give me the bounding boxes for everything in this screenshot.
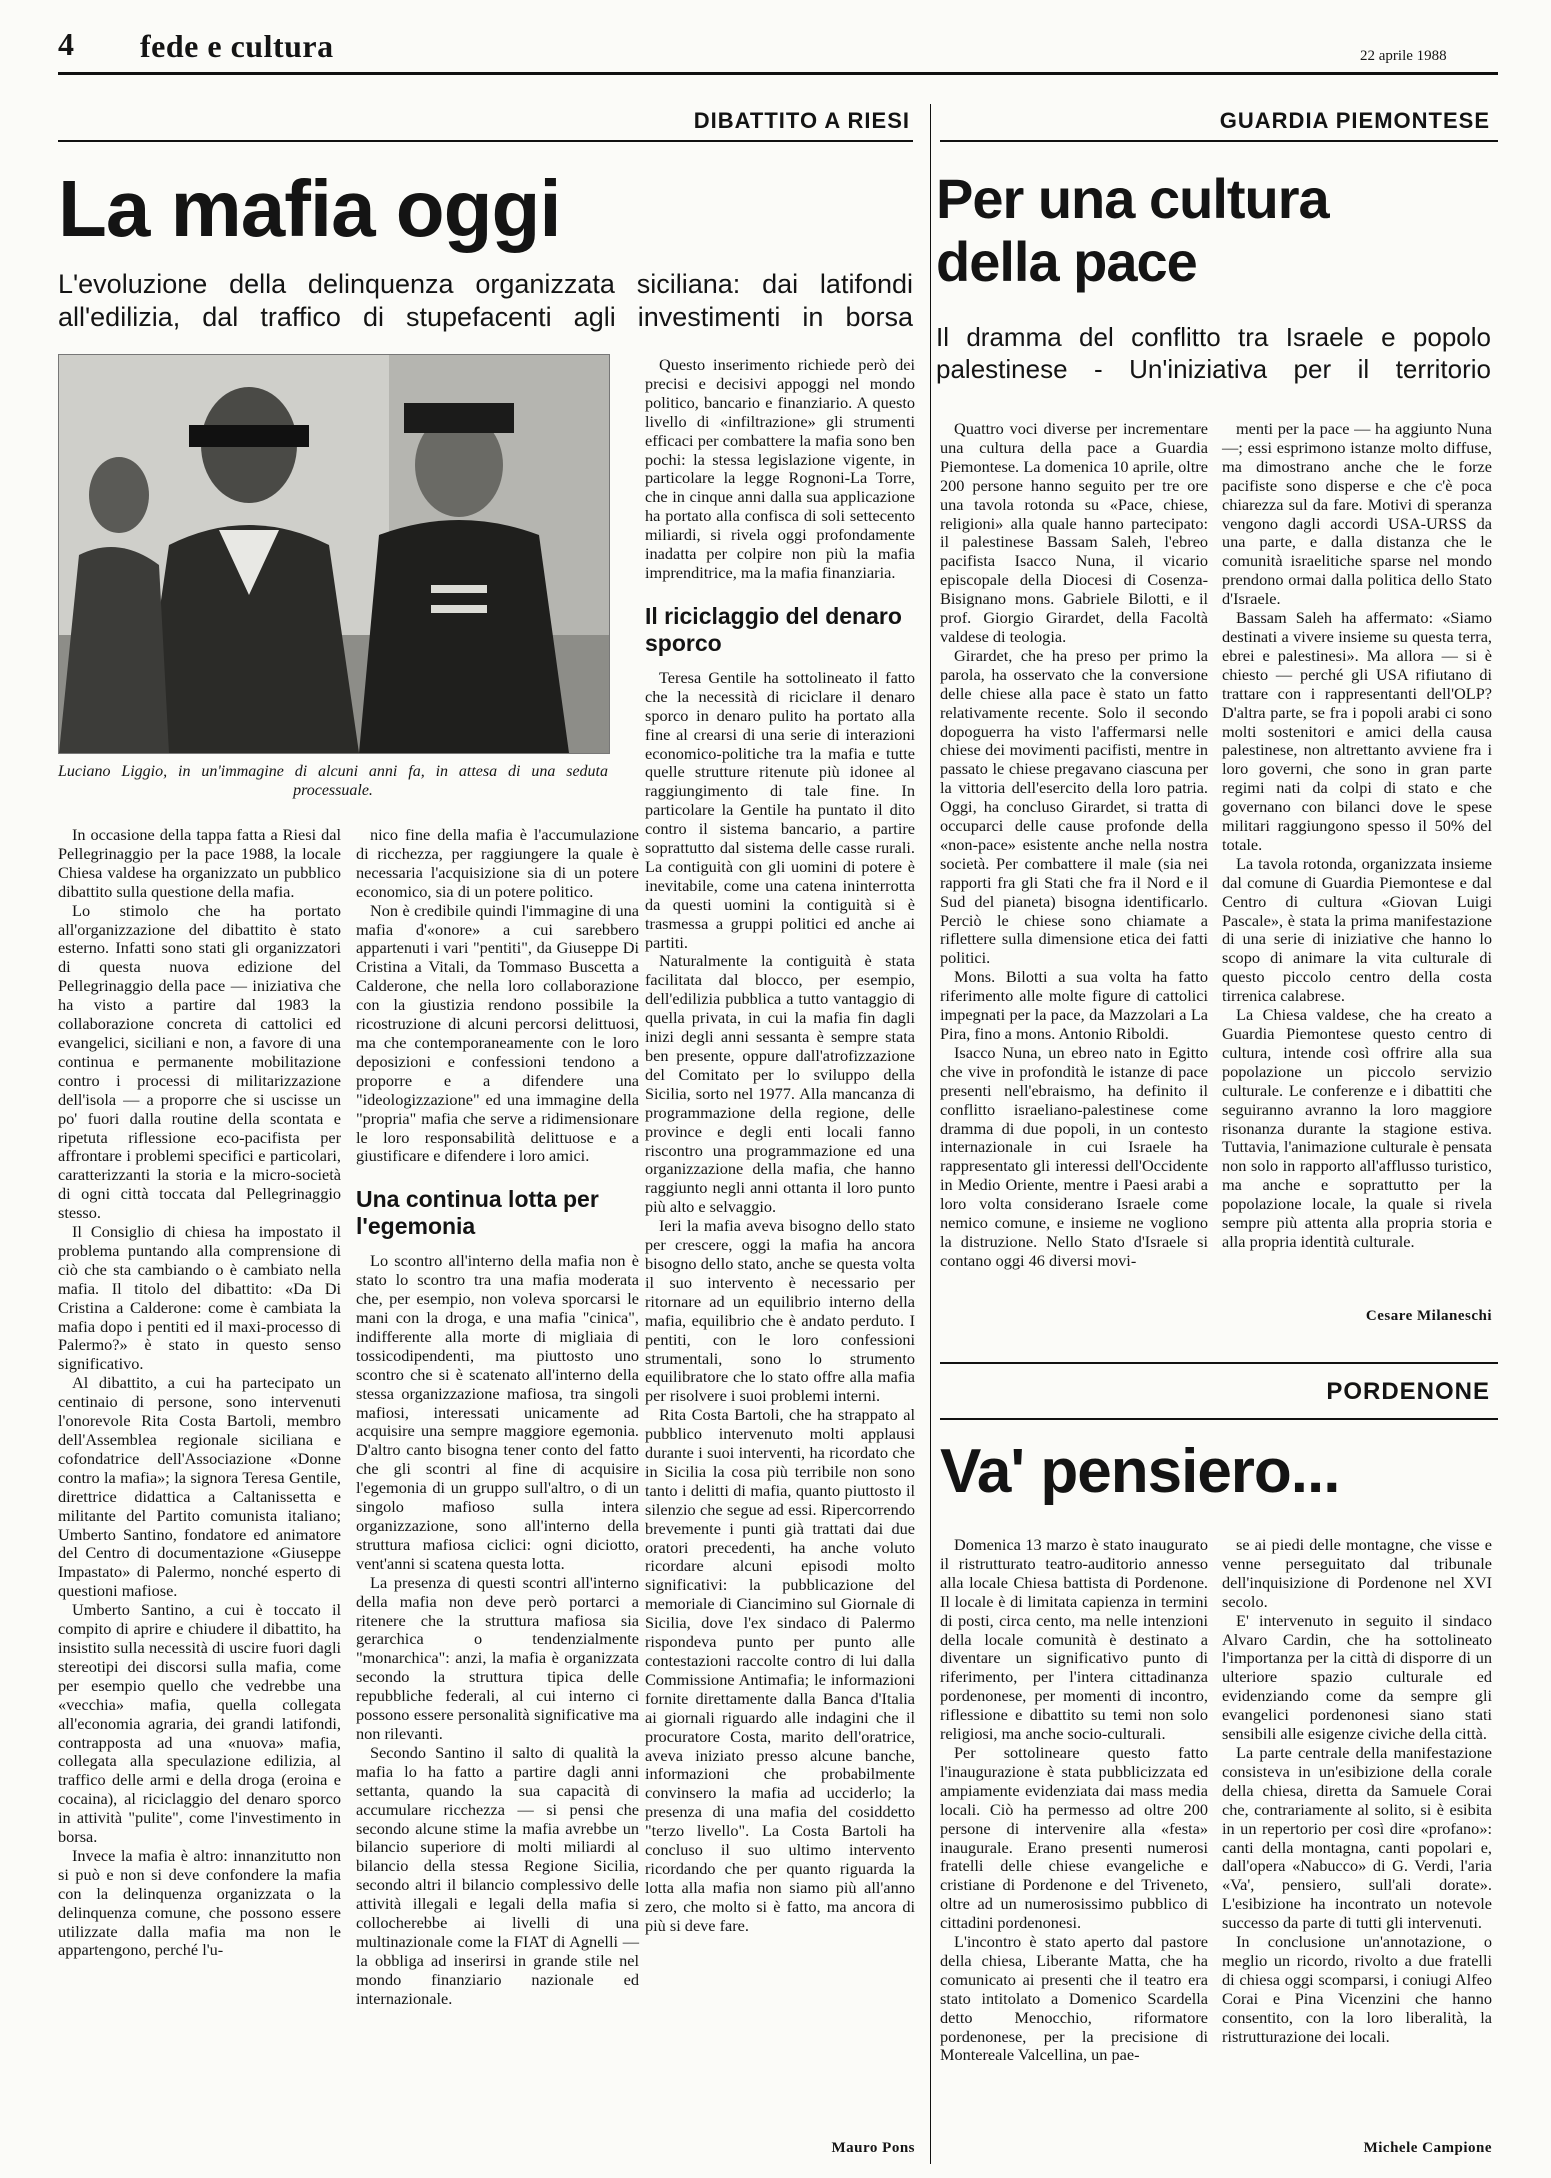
paragraph: In occasione della tappa fatta a Riesi dal Pellegrinaggio per la pace 1988, la locale Chiesa valdese ha organizzato un pubblico dibattito sulla questione della mafia. [58, 825, 341, 901]
left-article-column-2 [356, 826, 639, 2009]
paragraph: La tavola rotonda, organizzata insieme dal comune di Guardia Piemontese e dal Centro di cultura «Giovan Luigi Pascale», è stata la prima manifestazione di una serie di iniziative che hanno lo scopo di animare la vita culturale di questo piccolo centro della costa tirrenica calabrese. [1222, 853, 1492, 1006]
column-divider [930, 104, 931, 2164]
left-kicker-rule [58, 140, 913, 142]
paragraph: Naturalmente la contiguità è stata facilitata dal blocco, per esempio, dell'edilizia pubblica a tutto vantaggio di quella privata, in cui la mafia fin dagli inizi degli anni sessanta è sempre stata ben presente, oppure dall'atrofizzazione del Comitato per lo sviluppo della Sicilia, sorto nel 1977. Alla mancanza di programmazione della regione, delle province e degli enti locali fanno riscontro una programmazione ed una organizzazione della mafia, che hanno raggiunto negli anni ottanta il loro punto più alto e selvaggio. [645, 951, 915, 1217]
masthead-rule [58, 72, 1498, 75]
right-subhead: Il dramma del conflitto tra Israele e popolo palestinese - Un'iniziativa per il territorio [936, 322, 1491, 384]
page-number: 4 [58, 26, 74, 62]
paragraph: Teresa Gentile ha sottolineato il fatto che la necessità di riciclare il denaro sporco in denaro pulito ha portato alla fine al crearsi di una serie di interazioni economico-politiche tra la mafia e tutte quelle strutture ritenute più idonee al raggiungimento di tale fine. In particolare la Gentile ha puntato il dito contro il sistema bancario, a partire soprattutto dal sistema delle casse rurali. La contiguità con gli uomini di potere è inevitabile, come una catena ininterrotta da questi uomini la contiguità si è trasmessa a gruppi politici ed anche ai partiti. [645, 667, 915, 952]
right-kicker-rule [940, 140, 1498, 142]
paragraph: Girardet, che ha preso per primo la parola, ha osservato che la conversione delle chiese alla pace è stato un fatto relativamente recente. Solo il secondo dopoguerra ha visto l'affermarsi nelle chiese dei movimenti pacifisti, mentre in passato le chiese pregavano ciascuna per la vittoria dell'esercito della loro patria. Oggi, ha concluso Girardet, si tratta di occuparci delle cause profonde della «non-pace» esistente anche nella nostra società. Per combattere il male (sia nei rapporti fra gli Stati che fra il Nord e il Sud del pianeta) bisogna identificarlo. Perciò le chiese sono chiamate a riflettere sulla dimensione etica dei fatti politici. [940, 645, 1208, 968]
paragraph: menti per la pace — ha aggiunto Nuna —; essi esprimono istanze molto diffuse, ma dimostrano anche che le forze pacifiste sono disperse e che c'è poca chiarezza sul da fare. Motivi di speranza vengono dagli accordi USA-URSS da una parte, e dalla distanza che le comunità israelitiche sparse nel mondo prendono ormai dalla politica dello Stato d'Israele. [1222, 419, 1492, 609]
bottom-article-column-2 [1222, 1536, 1492, 2046]
photo-image [59, 355, 609, 753]
paragraph: L'incontro è stato aperto dal pastore della chiesa, Liberante Matta, che ha comunicato ai presenti che il teatro era stato intitolato a Domenico Scardella detto Menocchio, riformatore pordenonese, per la precisione di Montereale Valcellina, un pae- [940, 1932, 1208, 2065]
right-article-column-1 [940, 420, 1208, 1271]
paragraph: Per sottolineare questo fatto l'inaugurazione è stata pubblicizzata ed ampiamente evidenziata dai mass media locali. Ciò ha permesso ad oltre 200 persone di intervenire alla «festa» inaugurale. Erano presenti numerosi fratelli delle chiese evangeliche e cristiane di Pordenone e del Triveneto, oltre ad un numerosissimo pubblico di cittadini pordenonesi. [940, 1742, 1208, 1933]
paragraph: nico fine della mafia è l'accumulazione di ricchezza, per raggiungere la quale è necessaria l'acquisizione sia di un potere economico, sia di un potere politico. [356, 825, 639, 901]
right-article-column-2 [1222, 420, 1492, 1252]
photo-luciano-liggio [58, 354, 610, 754]
section-heading-egemonia: Una continua lotta per l'egemonia [356, 1186, 599, 1240]
paragraph: se ai piedi delle montagne, che visse e venne perseguitato dal tribunale dell'inquisizione di Pordenone nel XVI secolo. [1222, 1535, 1492, 1611]
right-kicker: GUARDIA PIEMONTESE [1219, 108, 1490, 133]
paragraph: E' intervenuto in seguito il sindaco Alvaro Cardin, che ha sottolineato l'importanza per la città di disporre di un ulteriore spazio culturale ed evidenziando come da sempre gli evangelici pordenonesi siano stati sensibili alle esigenze civiche della città. [1222, 1610, 1492, 1744]
bottom-kicker: PORDENONE [1326, 1378, 1490, 1405]
photo-caption: Luciano Liggio, in un'immagine di alcuni anni fa, in attesa di una seduta processuale. [58, 763, 608, 799]
left-headline: La mafia oggi [58, 164, 561, 253]
issue-date: 22 aprile 1988 [1360, 48, 1447, 64]
left-article-column-3 [645, 356, 915, 1936]
pordenone-top-rule [940, 1362, 1498, 1364]
paragraph: La parte centrale della manifestazione consisteva in un'esibizione della corale della chiesa, diretta da Samuele Corai che, contrariamente al solito, si è esibita in un repertorio per così dire «profano»: canti della montagna, canti popolari e, dall'opera «Nabucco» di G. Verdi, l'aria «Va', pensiero, sull'ali dorate». L'esibizione ha incontrato un notevole successo da parte di tutti gli intervenuti. [1222, 1742, 1492, 1933]
paragraph: Non è credibile quindi l'immagine di una mafia d'«onore» a cui sarebbero appartenuti i vari "pentiti", da Giuseppe Di Cristina a Vitali, da Tommaso Buscetta a Calderone, che nella loro collaborazione con la giustizia rendono possibile la ricostruzione di alcuni percorsi delittuosi, ma che contemporaneamente con le loro deposizioni e confessioni tendono a proporre e a difendere una "ideologizzazione" ed una immagine della "propria" mafia che serve a ridimensionare le loro responsabilità delittuose e a giustificare e difendere i loro amici. [356, 900, 639, 1166]
paragraph: Mons. Bilotti a sua volta ha fatto riferimento alle molte figure di cattolici impegnati per la pace, da Mazzolari a La Pira, fino a mons. Antonio Riboldi. [940, 967, 1208, 1043]
bottom-headline: Va' pensiero... [940, 1437, 1340, 1506]
paragraph: Invece la mafia è altro: innanzitutto non si può e non si deve confondere la mafia con la delinquenza organizzata o la delinquenza comune, che possono essere utilizzate dalla mafia ma non le appartengono, perché l'u- [58, 1845, 341, 1960]
left-kicker: DIBATTITO A RIESI [693, 108, 910, 133]
bottom-article-signature: Michele Campione [1363, 2140, 1492, 2156]
paragraph: Quattro voci diverse per incrementare una cultura della pace a Guardia Piemontese. La domenica 10 aprile, oltre 200 persone hanno seguito per tre ore una tavola rotonda su «Pace, chiese, religioni» alla quale hanno partecipato: il palestinese Bassam Saleh, l'ebreo pacifista Isacco Nuna, il vicario episcopale della Diocesi di Cosenza-Bisignano mons. Gabriele Bilotti, e il prof. Giorgio Girardet, della Facoltà valdese di teologia. [940, 419, 1208, 646]
paragraph: Lo stimolo che ha portato all'organizzazione del dibattito è stato esterno. Infatti sono stati gli organizzatori di questa nuova edizione del Pellegrinaggio della pace — iniziativa che ha visto a partire dal 1983 la collaborazione concreta di cattolici ed evangelici, siciliani e non, a favore di una continua e permanente mobilitazione contro i processi di militarizzazione dell'isola — a proporre che si uscisse un po' fuori dalla routine della scontata e ripetuta riflessione eco-pacifista per affrontare i problemi specifici e particolari, caratterizzanti la storia e la micro-società di ogni città toccata dal Pellegrinaggio stesso. [58, 900, 341, 1223]
left-subhead: L'evoluzione della delinquenza organizzata siciliana: dai latifondi all'edilizia, dal traffico di stupefacenti agli investimenti in borsa [58, 269, 913, 332]
paragraph: Rita Costa Bartoli, che ha strappato al pubblico intervenuto molti applausi durante i suoi interventi, ha ricordato che in Sicilia la cosa più terribile non sono tanto i delitti di mafia, quanto piuttosto il silenzio che segue ad essi. Ripercorrendo brevemente i punti già trattati dai due oratori precedenti, ha anche voluto ricordare alcuni episodi molto significativi: la pubblicazione del memoriale di Ciancimino sul Giornale di Sicilia, dove l'ex sindaco di Palermo rispondeva punto per punto alle contestazioni raccolte contro di lui dalla Commissione Antimafia; le informazioni fornite direttamente dalla Banca d'Italia ai giornali riguardo alle indagini che il procuratore Costa, marito dell'oratrice, aveva iniziato presso alcune banche, informazioni che probabilmente convinsero la mafia ad ucciderlo; la presenza di una mafia del cosiddetto "terzo livello". La Costa Bartoli ha concluso il suo ultimo intervento ricordando che per quanto riguarda la lotta alla mafia non siamo più all'anno zero, che molto si è fatto, ma ancora di più si deve fare. [645, 1405, 915, 1935]
paragraph: Ieri la mafia aveva bisogno dello stato per crescere, oggi la mafia ha ancora bisogno dello stato, anche se questa volta il suo intervento è necessario per ritornare ad un equilibrio interno della mafia, equilibrio che è andato perduto. I pentiti, con le loro confessioni strumentali, sono lo strumento equilibratore che lo stato offre alla mafia per risolvere i suoi problemi interni. [645, 1216, 915, 1406]
paragraph: Domenica 13 marzo è stato inaugurato il ristrutturato teatro-auditorio annesso alla locale Chiesa battista di Pordenone. Il locale è di limitata capienza in termini di posti, circa cento, ma nelle intenzioni della locale comunità è destinato a diventare un significativo punto di riferimento, per l'intera cittadinanza pordenonese, per momenti di incontro, riflessione e dibattito su temi non solo religiosi, ma anche socio-culturali. [940, 1535, 1208, 1744]
right-article-signature: Cesare Milaneschi [1365, 1308, 1492, 1324]
left-article-signature: Mauro Pons [831, 2140, 915, 2156]
paragraph: Il Consiglio di chiesa ha impostato il problema puntando alla comprensione di ciò che sta cambiando o è cambiato nella mafia. Il titolo del dibattito: «Da Di Cristina a Calderone: come è cambiata la mafia dopo i pentiti ed il maxi-processo di Palermo?» è stato in questo senso significativo. [58, 1222, 341, 1374]
paragraph: In conclusione un'annotazione, o meglio un ricordo, rivolto a due fratelli di chiesa oggi scomparsi, i coniugi Alfeo Corai e Pina Vicenzini che hanno consentito, con la loro liberalità, la ristrutturazione dei locali. [1222, 1932, 1492, 2046]
paragraph: Questo inserimento richiede però dei precisi e decisivi appoggi nel mondo politico, bancario e finanziario. A questo livello di «infiltrazione» gli strumenti efficaci per combattere la mafia sono ben pochi: la stessa legislazione vigente, in particolare la legge Rognoni-La Torre, che in cinque anni dalla sua applicazione ha portato alla confisca di soli settecento miliardi, si rivela oggi profondamente inadatta per colpire non più la mafia imprenditrice, ma la mafia finanziaria. [645, 355, 915, 582]
paragraph: Umberto Santino, a cui è toccato il compito di aprire e chiudere il dibattito, ha insistito sulla necessità di uscire fuori dagli stereotipi dei discorsi sulla mafia, come per esempio quello che vedrebbe una «vecchia» mafia, quella collegata all'economia agraria, dei grandi latifondi, contrapposta ad una «nuova» mafia, collegata alla speculazione edilizia, al traffico delle armi e della droga (eroina e cocaina), al riciclaggio del denaro sporco in attività "pulite", come l'investimento in borsa. [58, 1600, 341, 1847]
paragraph: Lo scontro all'interno della mafia non è stato lo scontro tra una mafia moderata che, per esempio, non voleva sporcarsi le mani con la droga, e una mafia "cinica", indifferente alla morte di migliaia di tossicodipendenti, ma piuttosto uno scontro che si è scatenato all'interno della stessa organizzazione mafiosa, tra singoli mafiosi, interessati unicamente ad acquisire una sempre maggiore egemonia. D'altro canto bisogna tener conto del fatto che gli scontri al fine di acquisire l'egemonia di un gruppo sull'altro, o di un singolo mafioso sulla intera organizzazione, sono all'interno della struttura mafiosa ciclici: ogni diciotto, vent'anni si scatena questa lotta. [356, 1251, 639, 1573]
paragraph: Isacco Nuna, un ebreo nato in Egitto che vive in profondità le istanze di pace presenti nell'ebraismo, ha definito il conflitto israeliano-palestinese come dramma di due popoli, in un contesto internazionale in cui Israele ha rappresentato gli interessi dell'Occidente in Medio Oriente, mentre i Paesi arabi a loro volta considerano Israele come nemico comune, e insieme ne vogliono la distruzione. Nello Stato d'Israele si contano oggi 46 diversi movi- [940, 1042, 1208, 1270]
paragraph: Secondo Santino il salto di qualità la mafia lo ha fatto a partire dagli anni settanta, quando la sua capacità di accumulare ricchezza — si pensi che secondo alcune stime la mafia avrebbe un bilancio superiore di molti miliardi al bilancio della stessa Regione Sicilia, secondo altri il bilancio complessivo delle attività illegali e legali della mafia si collocherebbe ai livelli di una multinazionale come la FIAT di Agnelli — la obbliga ad inserirsi in grande stile nel mondo finanziario nazionale ed internazionale. [356, 1742, 639, 2008]
bottom-article-column-1 [940, 1536, 1208, 2065]
paragraph: La Chiesa valdese, che ha creato a Guardia Piemontese questo centro di cultura, intende così offrire alla sua popolazione un piccolo servizio culturale. Le conferenze e i dibattiti che seguiranno avranno la loro maggiore risonanza durante la stagione estiva. Tuttavia, l'animazione culturale è pensata non solo in rapporto all'afflusso turistico, ma anche e soprattutto per la popolazione locale, la quale si rivela sempre più attenta alla propria storia e alla propria identità culturale. [1222, 1005, 1492, 1251]
section-heading-riciclaggio: Il riciclaggio del denaro sporco [645, 602, 902, 656]
section-title: fede e cultura [140, 28, 334, 64]
paragraph: Al dibattito, a cui ha partecipato un centinaio di persone, sono intervenuti l'onorevole Rita Costa Bartoli, membro dell'Assemblea regionale siciliana e cofondatrice dell'Associazione «Donne contro la mafia»; la signora Teresa Gentile, direttrice didattica a Caltanissetta e militante del Partito comunista italiano; Umberto Santino, fondatore ed animatore del Centro di documentazione «Giuseppe Impastato» di Palermo, nonché esperto di questioni mafiose. [58, 1373, 341, 1601]
pordenone-kicker-rule [940, 1418, 1498, 1420]
left-article-column-1 [58, 826, 341, 1960]
right-headline: Per una cultura della pace [936, 167, 1329, 293]
paragraph: La presenza di questi scontri all'interno della mafia non deve però portarci a ritenere che la struttura mafiosa sia gerarchica o tendenzialmente "monarchica": anzi, la mafia è organizzata secondo la struttura tipica delle repubbliche federali, al cui interno ci possono essere personalità significative ma non rilevanti. [356, 1572, 639, 1743]
paragraph: Bassam Saleh ha affermato: «Siamo destinati a vivere insieme su questa terra, ebrei e palestinesi». Ma allora — si è chiesto — perché gli USA rifiutano di trattare con i rappresentanti dell'OLP? D'altra parte, se fra i popoli arabi ci sono molti sostenitori e amici della causa palestinese, non altrettanto avviene fra i loro governi, che sono in gran parte regimi nati da colpi di stato e che governano con bilanci dove le spese militari raggiungono spesso il 50% del totale. [1222, 608, 1492, 854]
